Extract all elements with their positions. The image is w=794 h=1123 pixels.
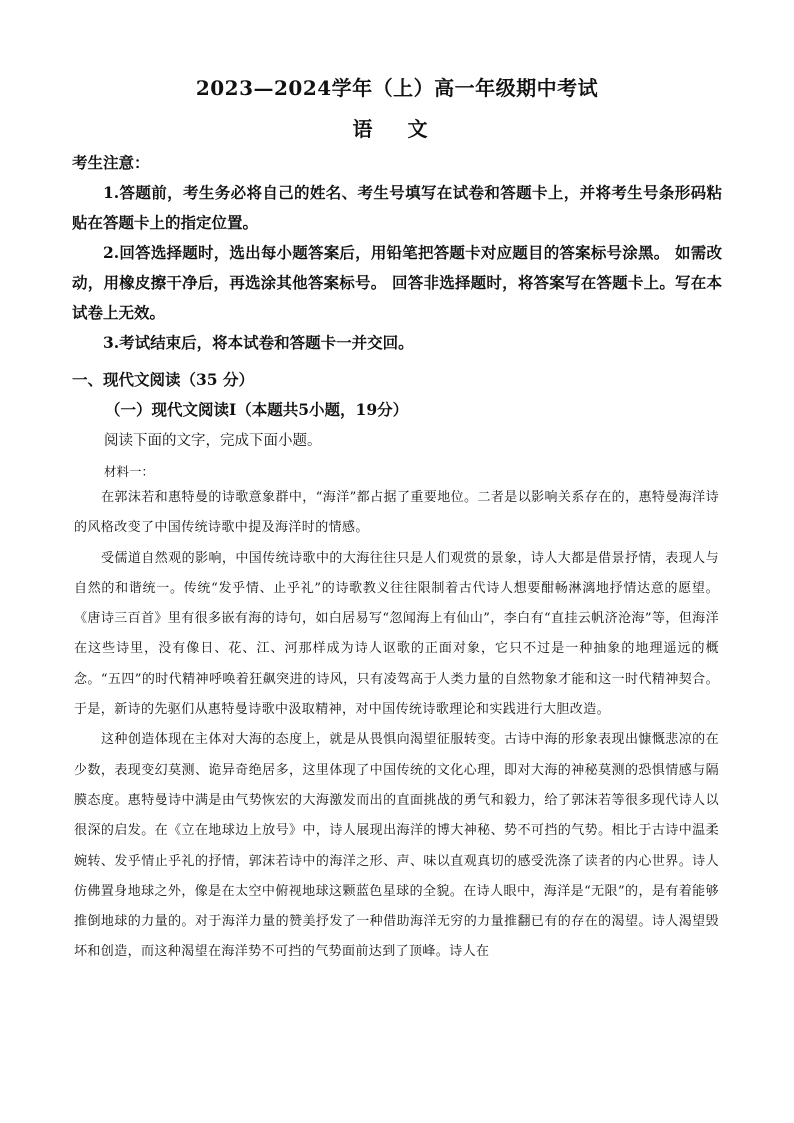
note-item-3: 3.考试结束后，将本试卷和答题卡一并交回。 xyxy=(103,333,414,352)
candidate-notes xyxy=(72,148,722,358)
paragraph-2: 受儒道自然观的影响，中国传统诗歌中的大海往往只是人们观赏的景象，诗人大都是借景抒情，表现人与自然的和谐统一。传统“发乎情、止乎礼”的诗歌教义往往限制着古代诗人想要酣畅淋漓地抒情达意的愿望。《唐诗三百首》里有很多嵌有海的诗句，如白居易写“忽闻海上有仙山”，李白有“直挂云帆济沧海”等，但海洋在这些诗里，没有像日、花、江、河那样成为诗人讴歌的正面对象，它只不过是一种抽象的地理遥远的概念。“五四”的时代精神呼唤着狂飙突进的诗风，只有凌驾高于人类力量的自然物象才能和这一时代精神契合。于是，新诗的先驱们从惠特曼诗歌中汲取精神，对中国传统诗歌理论和实践进行大胆改造。 xyxy=(74,550,719,718)
paragraph-1: 在郭沫若和惠特曼的诗歌意象群中，“海洋”都占据了重要地位。二者是以影响关系存在的，惠特曼海洋诗的风格改变了中国传统诗歌中提及海洋时的情感。 xyxy=(74,490,719,536)
reading-instruction: 阅读下面的文字，完成下面小题。 xyxy=(104,433,322,449)
material-text xyxy=(74,483,719,968)
note-item-1: 1.答题前，考生务必将自己的姓名、考生号填写在试卷和答题卡上，并将考生号条形码粘贴在答题卡上的指定位置。 xyxy=(72,183,722,232)
notes-label: 考生注意： xyxy=(72,153,150,172)
section-heading: 一、现代文阅读（35 分） xyxy=(72,370,254,389)
note-item-2: 2.回答选择题时，选出每小题答案后，用铅笔把答题卡对应题目的答案标号涂黑。 如需改动，用橡皮擦干净后，再选涂其他答案标号。 回答非选择题时，将答案写在答题卡上。写在本试卷上无效。 xyxy=(72,243,722,322)
material-label: 材料一： xyxy=(104,464,155,479)
exam-title: 2023—2024学年（上）高一年级期中考试 xyxy=(195,76,599,100)
subject-title: 语 文 xyxy=(352,117,442,141)
paragraph-3: 这种创造体现在主体对大海的态度上，就是从畏惧向渴望征服转变。古诗中海的形象表现出慷慨悲凉的在少数，表现变幻莫测、诡异奇绝居多，这里体现了中国传统的文化心理，即对大海的神秘莫测的恐惧情感与隔膜态度。惠特曼诗中满是由气势恢宏的大海激发而出的直面挑战的勇气和毅力，给了郭沫若等很多现代诗人以很深的启发。在《立在地球边上放号》中，诗人展现出海洋的博大神秘、势不可挡的气势。相比于古诗中温柔婉转、发乎情止乎礼的抒情，郭沫若诗中的海洋之形、声、味以直观真切的感受洗涤了读者的内心世界。诗人仿佛置身地球之外，像是在太空中俯视地球这颗蓝色星球的全貌。在诗人眼中，海洋是“无限”的，是有着能够推倒地球的力量的。对于海洋力量的赞美抒发了一种借助海洋无穷的力量推翻已有的存在的渴望。诗人渴望毁坏和创造，而这种渴望在海洋势不可挡的气势面前达到了顶峰。诗人在 xyxy=(74,732,719,960)
sub-section-heading: （一）现代文阅读Ⅰ（本题共5小题，19分） xyxy=(105,400,409,419)
